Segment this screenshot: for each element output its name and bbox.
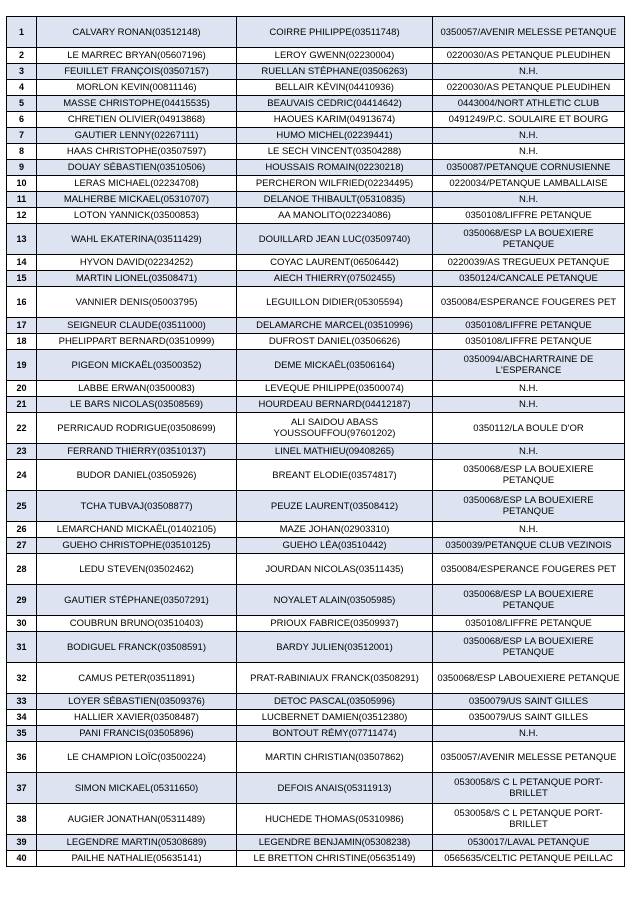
- table-row: [7, 444, 625, 460]
- player-two-cell: AA MANOLITO(02234086): [237, 208, 433, 224]
- table-row: [7, 413, 625, 444]
- player-one-cell: BUDOR DANIEL(03505926): [37, 460, 237, 491]
- table-row: [7, 287, 625, 318]
- player-one-cell: MALHERBE MICKAEL(05310707): [37, 192, 237, 208]
- player-two-cell: PERCHERON WILFRIED(02234495): [237, 176, 433, 192]
- player-one-cell: LE BARS NICOLAS(03508569): [37, 397, 237, 413]
- team-number-cell: 8: [7, 144, 37, 160]
- player-two-cell: DOUILLARD JEAN LUC(03509740): [237, 224, 433, 255]
- player-one-cell: LEDU STEVEN(03502462): [37, 554, 237, 585]
- club-cell: 0350068/ESP LABOUEXIERE PETANQUE: [433, 663, 625, 694]
- player-one-cell: MASSE CHRISTOPHE(04415535): [37, 96, 237, 112]
- player-two-cell: LEGUILLON DIDIER(05305594): [237, 287, 433, 318]
- player-two-cell: AIECH THIERRY(07502455): [237, 271, 433, 287]
- team-number-cell: 24: [7, 460, 37, 491]
- player-one-cell: GAUTIER STÉPHANE(03507291): [37, 585, 237, 616]
- club-cell: 0350057/AVENIR MELESSE PETANQUE: [433, 17, 625, 48]
- player-one-cell: DOUAY SÉBASTIEN(03510506): [37, 160, 237, 176]
- player-one-cell: LE CHAMPION LOÏC(03500224): [37, 742, 237, 773]
- club-cell: 0350108/LIFFRE PETANQUE: [433, 318, 625, 334]
- player-one-cell: MORLON KEVIN(00811146): [37, 80, 237, 96]
- club-cell: 0565635/CELTIC PETANQUE PEILLAC: [433, 851, 625, 867]
- table-row: [7, 632, 625, 663]
- table-row: [7, 255, 625, 271]
- team-number-cell: 1: [7, 17, 37, 48]
- player-one-cell: FERRAND THIERRY(03510137): [37, 444, 237, 460]
- player-one-cell: HAAS CHRISTOPHE(03507597): [37, 144, 237, 160]
- player-two-cell: DETOC PASCAL(03505996): [237, 694, 433, 710]
- player-two-cell: ALI SAIDOU ABASS YOUSSOUFFOU(97601202): [237, 413, 433, 444]
- table-row: [7, 522, 625, 538]
- team-number-cell: 15: [7, 271, 37, 287]
- team-number-cell: 34: [7, 710, 37, 726]
- player-two-cell: LINEL MATHIEU(09408265): [237, 444, 433, 460]
- team-number-cell: 20: [7, 381, 37, 397]
- club-cell: N.H.: [433, 144, 625, 160]
- player-two-cell: COYAC LAURENT(06506442): [237, 255, 433, 271]
- player-one-cell: LEGENDRE MARTIN(05308689): [37, 835, 237, 851]
- player-one-cell: AUGIER JONATHAN(05311489): [37, 804, 237, 835]
- player-two-cell: BREANT ELODIE(03574817): [237, 460, 433, 491]
- player-two-cell: HOURDEAU BERNARD(04412187): [237, 397, 433, 413]
- registration-sheet: [6, 16, 624, 867]
- team-number-cell: 35: [7, 726, 37, 742]
- table-row: [7, 334, 625, 350]
- player-one-cell: PAILHE NATHALIE(05635141): [37, 851, 237, 867]
- player-one-cell: GUEHO CHRISTOPHE(03510125): [37, 538, 237, 554]
- club-cell: 0350112/LA BOULE D'OR: [433, 413, 625, 444]
- player-one-cell: LE MARREC BRYAN(05607196): [37, 48, 237, 64]
- club-cell: 0350057/AVENIR MELESSE PETANQUE: [433, 742, 625, 773]
- team-number-cell: 39: [7, 835, 37, 851]
- team-number-cell: 28: [7, 554, 37, 585]
- player-two-cell: BELLAIR KÉVIN(04410936): [237, 80, 433, 96]
- club-cell: 0530058/S C L PETANQUE PORT-BRILLET: [433, 804, 625, 835]
- player-two-cell: PRAT-RABINIAUX FRANCK(03508291): [237, 663, 433, 694]
- player-two-cell: LUCBERNET DAMIEN(03512380): [237, 710, 433, 726]
- player-two-cell: LEVEQUE PHILIPPE(03500074): [237, 381, 433, 397]
- club-cell: N.H.: [433, 128, 625, 144]
- table-row: [7, 80, 625, 96]
- table-row: [7, 663, 625, 694]
- table-row: [7, 176, 625, 192]
- table-row: [7, 144, 625, 160]
- team-number-cell: 16: [7, 287, 37, 318]
- table-row: [7, 554, 625, 585]
- team-number-cell: 17: [7, 318, 37, 334]
- club-cell: 0350108/LIFFRE PETANQUE: [433, 334, 625, 350]
- player-two-cell: DEME MICKAËL(03506164): [237, 350, 433, 381]
- club-cell: 0350068/ESP LA BOUEXIERE PETANQUE: [433, 491, 625, 522]
- player-two-cell: DUFROST DANIEL(03506626): [237, 334, 433, 350]
- player-two-cell: BARDY JULIEN(03512001): [237, 632, 433, 663]
- club-cell: N.H.: [433, 64, 625, 80]
- teams-table: [6, 16, 625, 867]
- club-cell: 0350084/ESPERANCE FOUGERES PET: [433, 287, 625, 318]
- club-cell: N.H.: [433, 522, 625, 538]
- table-row: [7, 397, 625, 413]
- team-number-cell: 5: [7, 96, 37, 112]
- player-one-cell: CAMUS PETER(03511891): [37, 663, 237, 694]
- player-one-cell: PANI FRANCIS(03505896): [37, 726, 237, 742]
- player-one-cell: GAUTIER LENNY(02267111): [37, 128, 237, 144]
- table-row: [7, 350, 625, 381]
- player-two-cell: PEUZE LAURENT(03508412): [237, 491, 433, 522]
- team-number-cell: 9: [7, 160, 37, 176]
- table-row: [7, 128, 625, 144]
- table-row: [7, 460, 625, 491]
- player-one-cell: PIGEON MICKAËL(03500352): [37, 350, 237, 381]
- player-one-cell: FEUILLET FRANÇOIS(03507157): [37, 64, 237, 80]
- club-cell: 0530058/S C L PETANQUE PORT-BRILLET: [433, 773, 625, 804]
- team-number-cell: 36: [7, 742, 37, 773]
- player-two-cell: COIRRE PHILIPPE(03511748): [237, 17, 433, 48]
- team-number-cell: 10: [7, 176, 37, 192]
- player-two-cell: GUEHO LÉA(03510442): [237, 538, 433, 554]
- table-row: [7, 851, 625, 867]
- team-number-cell: 6: [7, 112, 37, 128]
- team-number-cell: 31: [7, 632, 37, 663]
- player-two-cell: LEROY GWENN(02230004): [237, 48, 433, 64]
- club-cell: 0443004/NORT ATHLETIC CLUB: [433, 96, 625, 112]
- table-row: [7, 585, 625, 616]
- club-cell: 0350108/LIFFRE PETANQUE: [433, 616, 625, 632]
- team-number-cell: 21: [7, 397, 37, 413]
- team-number-cell: 7: [7, 128, 37, 144]
- club-cell: 0220030/AS PETANQUE PLEUDIHEN: [433, 48, 625, 64]
- player-one-cell: WAHL EKATERINA(03511429): [37, 224, 237, 255]
- team-number-cell: 3: [7, 64, 37, 80]
- player-two-cell: HAOUES KARIM(04913674): [237, 112, 433, 128]
- club-cell: 0350068/ESP LA BOUEXIERE PETANQUE: [433, 460, 625, 491]
- player-one-cell: CALVARY RONAN(03512148): [37, 17, 237, 48]
- player-two-cell: HUMO MICHEL(02239441): [237, 128, 433, 144]
- table-row: [7, 381, 625, 397]
- table-row: [7, 804, 625, 835]
- team-number-cell: 12: [7, 208, 37, 224]
- table-row: [7, 271, 625, 287]
- player-two-cell: DELANOE THIBAULT(05310835): [237, 192, 433, 208]
- team-number-cell: 27: [7, 538, 37, 554]
- club-cell: 0350108/LIFFRE PETANQUE: [433, 208, 625, 224]
- player-two-cell: BEAUVAIS CEDRIC(04414642): [237, 96, 433, 112]
- table-row: [7, 773, 625, 804]
- club-cell: 0220039/AS TREGUEUX PETANQUE: [433, 255, 625, 271]
- table-row: [7, 192, 625, 208]
- player-two-cell: DELAMARCHE MARCEL(03510996): [237, 318, 433, 334]
- team-number-cell: 18: [7, 334, 37, 350]
- club-cell: N.H.: [433, 397, 625, 413]
- player-one-cell: VANNIER DENIS(05003795): [37, 287, 237, 318]
- table-row: [7, 835, 625, 851]
- club-cell: 0350079/US SAINT GILLES: [433, 710, 625, 726]
- player-one-cell: PERRICAUD RODRIGUE(03508699): [37, 413, 237, 444]
- club-cell: 0530017/LAVAL PETANQUE: [433, 835, 625, 851]
- player-two-cell: JOURDAN NICOLAS(03511435): [237, 554, 433, 585]
- team-number-cell: 19: [7, 350, 37, 381]
- player-two-cell: BONTOUT RÉMY(07711474): [237, 726, 433, 742]
- club-cell: 0350039/PETANQUE CLUB VEZINOIS: [433, 538, 625, 554]
- table-row: [7, 538, 625, 554]
- club-cell: 0220034/PETANQUE LAMBALLAISE: [433, 176, 625, 192]
- player-two-cell: LE BRETTON CHRISTINE(05635149): [237, 851, 433, 867]
- player-two-cell: PRIOUX FABRICE(03509937): [237, 616, 433, 632]
- club-cell: N.H.: [433, 444, 625, 460]
- team-number-cell: 14: [7, 255, 37, 271]
- club-cell: 0350084/ESPERANCE FOUGERES PET: [433, 554, 625, 585]
- team-number-cell: 4: [7, 80, 37, 96]
- club-cell: N.H.: [433, 381, 625, 397]
- team-number-cell: 29: [7, 585, 37, 616]
- player-one-cell: LOYER SÉBASTIEN(03509376): [37, 694, 237, 710]
- table-row: [7, 742, 625, 773]
- club-cell: 0491249/P.C. SOULAIRE ET BOURG: [433, 112, 625, 128]
- team-number-cell: 26: [7, 522, 37, 538]
- club-cell: 0350068/ESP LA BOUEXIERE PETANQUE: [433, 632, 625, 663]
- club-cell: 0350068/ESP LA BOUEXIERE PETANQUE: [433, 224, 625, 255]
- player-two-cell: RUELLAN STÉPHANE(03506263): [237, 64, 433, 80]
- table-row: [7, 96, 625, 112]
- table-row: [7, 726, 625, 742]
- player-one-cell: HYVON DAVID(02234252): [37, 255, 237, 271]
- player-one-cell: CHRETIEN OLIVIER(04913868): [37, 112, 237, 128]
- player-one-cell: SIMON MICKAEL(05311650): [37, 773, 237, 804]
- table-row: [7, 224, 625, 255]
- club-cell: 0350124/CANCALE PETANQUE: [433, 271, 625, 287]
- player-two-cell: LE SECH VINCENT(03504288): [237, 144, 433, 160]
- club-cell: N.H.: [433, 726, 625, 742]
- club-cell: N.H.: [433, 192, 625, 208]
- team-number-cell: 40: [7, 851, 37, 867]
- team-number-cell: 2: [7, 48, 37, 64]
- player-one-cell: SEIGNEUR CLAUDE(03511000): [37, 318, 237, 334]
- player-one-cell: LABBE ERWAN(03500083): [37, 381, 237, 397]
- table-row: [7, 17, 625, 48]
- table-row: [7, 208, 625, 224]
- player-two-cell: MAZE JOHAN(02903310): [237, 522, 433, 538]
- team-number-cell: 13: [7, 224, 37, 255]
- player-two-cell: LEGENDRE BENJAMIN(05308238): [237, 835, 433, 851]
- team-number-cell: 22: [7, 413, 37, 444]
- player-two-cell: NOYALET ALAIN(03505985): [237, 585, 433, 616]
- table-row: [7, 616, 625, 632]
- player-one-cell: PHELIPPART BERNARD(03510999): [37, 334, 237, 350]
- teams-table-body: [7, 17, 625, 867]
- club-cell: 0220030/AS PETANQUE PLEUDIHEN: [433, 80, 625, 96]
- club-cell: 0350068/ESP LA BOUEXIERE PETANQUE: [433, 585, 625, 616]
- player-one-cell: LOTON YANNICK(03500853): [37, 208, 237, 224]
- player-one-cell: HALLIER XAVIER(03508487): [37, 710, 237, 726]
- table-row: [7, 48, 625, 64]
- table-row: [7, 318, 625, 334]
- player-two-cell: MARTIN CHRISTIAN(03507862): [237, 742, 433, 773]
- team-number-cell: 32: [7, 663, 37, 694]
- team-number-cell: 30: [7, 616, 37, 632]
- table-row: [7, 112, 625, 128]
- player-one-cell: LERAS MICHAEL(02234708): [37, 176, 237, 192]
- player-one-cell: MARTIN LIONEL(03508471): [37, 271, 237, 287]
- table-row: [7, 160, 625, 176]
- player-two-cell: DEFOIS ANAIS(05311913): [237, 773, 433, 804]
- player-one-cell: COUBRUN BRUNO(03510403): [37, 616, 237, 632]
- table-row: [7, 710, 625, 726]
- player-one-cell: LEMARCHAND MICKAËL(01402105): [37, 522, 237, 538]
- club-cell: 0350094/ABCHARTRAINE DE L'ESPERANCE: [433, 350, 625, 381]
- player-two-cell: HUCHEDE THOMAS(05310986): [237, 804, 433, 835]
- team-number-cell: 38: [7, 804, 37, 835]
- table-row: [7, 64, 625, 80]
- team-number-cell: 33: [7, 694, 37, 710]
- player-one-cell: TCHA TUBVAJ(03508877): [37, 491, 237, 522]
- table-row: [7, 694, 625, 710]
- team-number-cell: 37: [7, 773, 37, 804]
- player-one-cell: BODIGUEL FRANCK(03508591): [37, 632, 237, 663]
- team-number-cell: 11: [7, 192, 37, 208]
- table-row: [7, 491, 625, 522]
- player-two-cell: HOUSSAIS ROMAIN(02230218): [237, 160, 433, 176]
- club-cell: 0350087/PETANQUE CORNUSIENNE: [433, 160, 625, 176]
- club-cell: 0350079/US SAINT GILLES: [433, 694, 625, 710]
- team-number-cell: 25: [7, 491, 37, 522]
- team-number-cell: 23: [7, 444, 37, 460]
